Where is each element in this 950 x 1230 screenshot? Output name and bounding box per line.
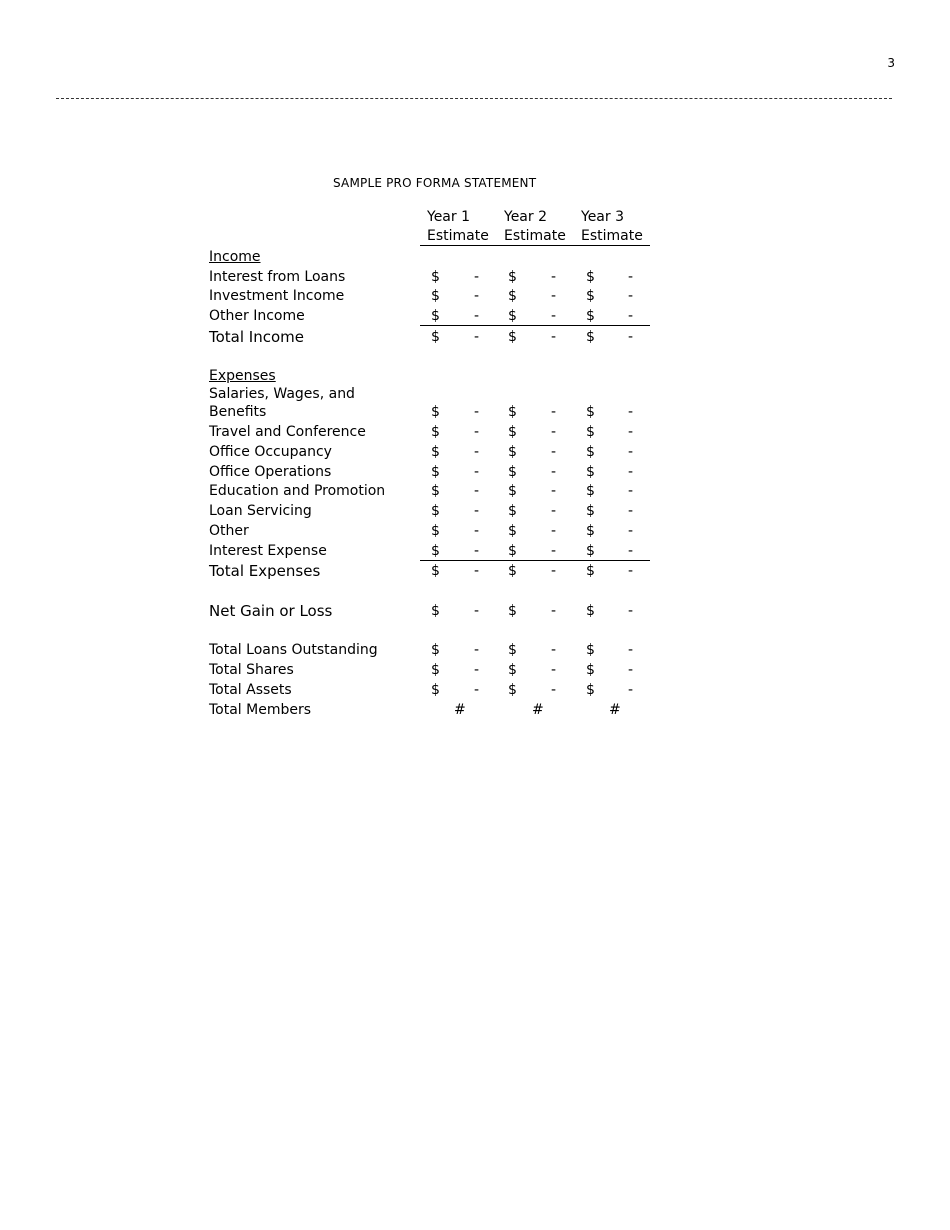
currency-symbol: $ [508, 404, 517, 420]
value-year1: - [474, 424, 480, 440]
currency-symbol: $ [508, 329, 517, 345]
column-header-year2-line2: Estimate [504, 228, 566, 244]
table-row [0, 522, 950, 542]
currency-symbol: $ [508, 543, 517, 559]
value-year3: - [628, 503, 634, 519]
row-label: Loan Servicing [209, 503, 312, 519]
value-year1: - [474, 269, 480, 285]
value-year3: - [628, 523, 634, 539]
table-row [0, 681, 950, 701]
value-year2: - [551, 308, 557, 324]
currency-symbol: $ [431, 662, 440, 678]
currency-symbol: $ [431, 308, 440, 324]
row-label: Education and Promotion [209, 483, 386, 499]
currency-symbol: $ [431, 269, 440, 285]
currency-symbol: $ [431, 603, 440, 619]
value-year1: - [474, 329, 480, 345]
currency-symbol: $ [508, 444, 517, 460]
page-number: 3 [887, 56, 895, 70]
table-row [0, 423, 950, 443]
value-year1: - [474, 483, 480, 499]
value-year3: - [628, 308, 634, 324]
value-year3: - [628, 424, 634, 440]
value-year3: - [628, 603, 634, 619]
table-row [0, 701, 950, 721]
row-label: Travel and Conference [209, 424, 366, 440]
table-row [0, 268, 950, 288]
value-year3: - [628, 662, 634, 678]
currency-symbol: $ [586, 662, 595, 678]
currency-symbol: $ [431, 444, 440, 460]
currency-symbol: $ [508, 523, 517, 539]
value-year2: # [532, 702, 544, 718]
value-year3: - [628, 464, 634, 480]
currency-symbol: $ [508, 682, 517, 698]
value-year2: - [551, 444, 557, 460]
value-year1: # [454, 702, 466, 718]
value-year2: - [551, 404, 557, 420]
currency-symbol: $ [508, 503, 517, 519]
value-year1: - [474, 288, 480, 304]
currency-symbol: $ [431, 464, 440, 480]
currency-symbol: $ [508, 483, 517, 499]
dashed-separator [56, 98, 892, 99]
currency-symbol: $ [586, 404, 595, 420]
currency-symbol: $ [431, 523, 440, 539]
value-year1: - [474, 523, 480, 539]
currency-symbol: $ [431, 483, 440, 499]
currency-symbol: $ [586, 308, 595, 324]
currency-symbol: $ [586, 269, 595, 285]
section-expenses-label: Expenses [209, 368, 276, 384]
table-row-net [0, 602, 950, 622]
column-header-year2 [504, 208, 566, 246]
row-label: Office Operations [209, 464, 332, 480]
currency-symbol: $ [586, 288, 595, 304]
value-year3: - [628, 543, 634, 559]
value-year3: - [628, 329, 634, 345]
table-row [0, 502, 950, 522]
value-year3: - [628, 642, 634, 658]
value-year1: - [474, 603, 480, 619]
currency-symbol: $ [586, 444, 595, 460]
table-row [0, 482, 950, 502]
section-expenses [0, 367, 950, 387]
currency-symbol: $ [431, 288, 440, 304]
currency-symbol: $ [508, 662, 517, 678]
table-row [0, 542, 950, 562]
table-row [0, 307, 950, 327]
row-label: Total Income [209, 328, 304, 346]
value-year3: - [628, 404, 634, 420]
value-year2: - [551, 329, 557, 345]
value-year2: - [551, 424, 557, 440]
row-label: Interest Expense [209, 543, 327, 559]
column-header-year3-line2: Estimate [581, 228, 643, 244]
value-year1: - [474, 464, 480, 480]
row-label: Other [209, 523, 249, 539]
currency-symbol: $ [586, 642, 595, 658]
value-year1: - [474, 642, 480, 658]
row-label: Total Members [209, 702, 312, 718]
column-header-year3-line1: Year 3 [581, 209, 624, 225]
section-income-label: Income [209, 249, 261, 265]
currency-symbol: $ [586, 603, 595, 619]
currency-symbol: $ [431, 329, 440, 345]
value-year2: - [551, 563, 557, 579]
value-year2: - [551, 543, 557, 559]
value-year2: - [551, 288, 557, 304]
value-year2: - [551, 483, 557, 499]
value-year3: - [628, 483, 634, 499]
currency-symbol: $ [586, 483, 595, 499]
currency-symbol: $ [431, 404, 440, 420]
value-year1: - [474, 444, 480, 460]
row-label: Total Shares [209, 662, 294, 678]
currency-symbol: $ [431, 543, 440, 559]
table-row-total [0, 562, 950, 582]
currency-symbol: $ [586, 563, 595, 579]
value-year2: - [551, 523, 557, 539]
value-year1: - [474, 662, 480, 678]
value-year3: - [628, 682, 634, 698]
currency-symbol: $ [586, 503, 595, 519]
value-year2: - [551, 603, 557, 619]
table-row [0, 287, 950, 307]
currency-symbol: $ [508, 308, 517, 324]
currency-symbol: $ [586, 329, 595, 345]
currency-symbol: $ [431, 424, 440, 440]
column-header-year1-line2: Estimate [427, 228, 489, 244]
table-row [0, 386, 950, 423]
table-row [0, 641, 950, 661]
value-year3: - [628, 288, 634, 304]
value-year1: - [474, 563, 480, 579]
value-year1: - [474, 404, 480, 420]
currency-symbol: $ [508, 288, 517, 304]
value-year1: - [474, 308, 480, 324]
currency-symbol: $ [586, 682, 595, 698]
subtotal-rule [420, 325, 650, 326]
currency-symbol: $ [508, 603, 517, 619]
header-rule [420, 245, 650, 246]
value-year2: - [551, 269, 557, 285]
value-year3: - [628, 444, 634, 460]
value-year1: - [474, 503, 480, 519]
currency-symbol: $ [508, 269, 517, 285]
currency-symbol: $ [586, 424, 595, 440]
value-year2: - [551, 503, 557, 519]
currency-symbol: $ [431, 563, 440, 579]
value-year3: - [628, 563, 634, 579]
table-row [0, 443, 950, 463]
table-row [0, 661, 950, 681]
row-label: Investment Income [209, 288, 345, 304]
currency-symbol: $ [431, 642, 440, 658]
column-header-year1 [427, 208, 489, 246]
currency-symbol: $ [586, 464, 595, 480]
row-label: Total Loans Outstanding [209, 642, 378, 658]
table-row [0, 463, 950, 483]
value-year3: # [609, 702, 621, 718]
currency-symbol: $ [586, 543, 595, 559]
subtotal-rule [420, 560, 650, 561]
column-header-year1-line1: Year 1 [427, 209, 470, 225]
currency-symbol: $ [508, 464, 517, 480]
value-year1: - [474, 543, 480, 559]
currency-symbol: $ [508, 424, 517, 440]
value-year2: - [551, 682, 557, 698]
currency-symbol: $ [508, 642, 517, 658]
column-header-year2-line1: Year 2 [504, 209, 547, 225]
row-label: Other Income [209, 308, 305, 324]
row-label: Net Gain or Loss [209, 602, 333, 620]
table-row-total [0, 328, 950, 348]
currency-symbol: $ [431, 682, 440, 698]
row-label: Total Expenses [209, 562, 321, 580]
value-year2: - [551, 642, 557, 658]
row-label: Total Assets [209, 682, 292, 698]
section-income [0, 248, 950, 268]
column-header-year3 [581, 208, 643, 246]
value-year3: - [628, 269, 634, 285]
currency-symbol: $ [508, 563, 517, 579]
row-label: Office Occupancy [209, 444, 332, 460]
currency-symbol: $ [586, 523, 595, 539]
statement-title: SAMPLE PRO FORMA STATEMENT [333, 176, 537, 190]
row-label: Interest from Loans [209, 269, 346, 285]
value-year2: - [551, 662, 557, 678]
value-year1: - [474, 682, 480, 698]
value-year2: - [551, 464, 557, 480]
row-label: Salaries, Wages, and Benefits [209, 386, 355, 420]
currency-symbol: $ [431, 503, 440, 519]
